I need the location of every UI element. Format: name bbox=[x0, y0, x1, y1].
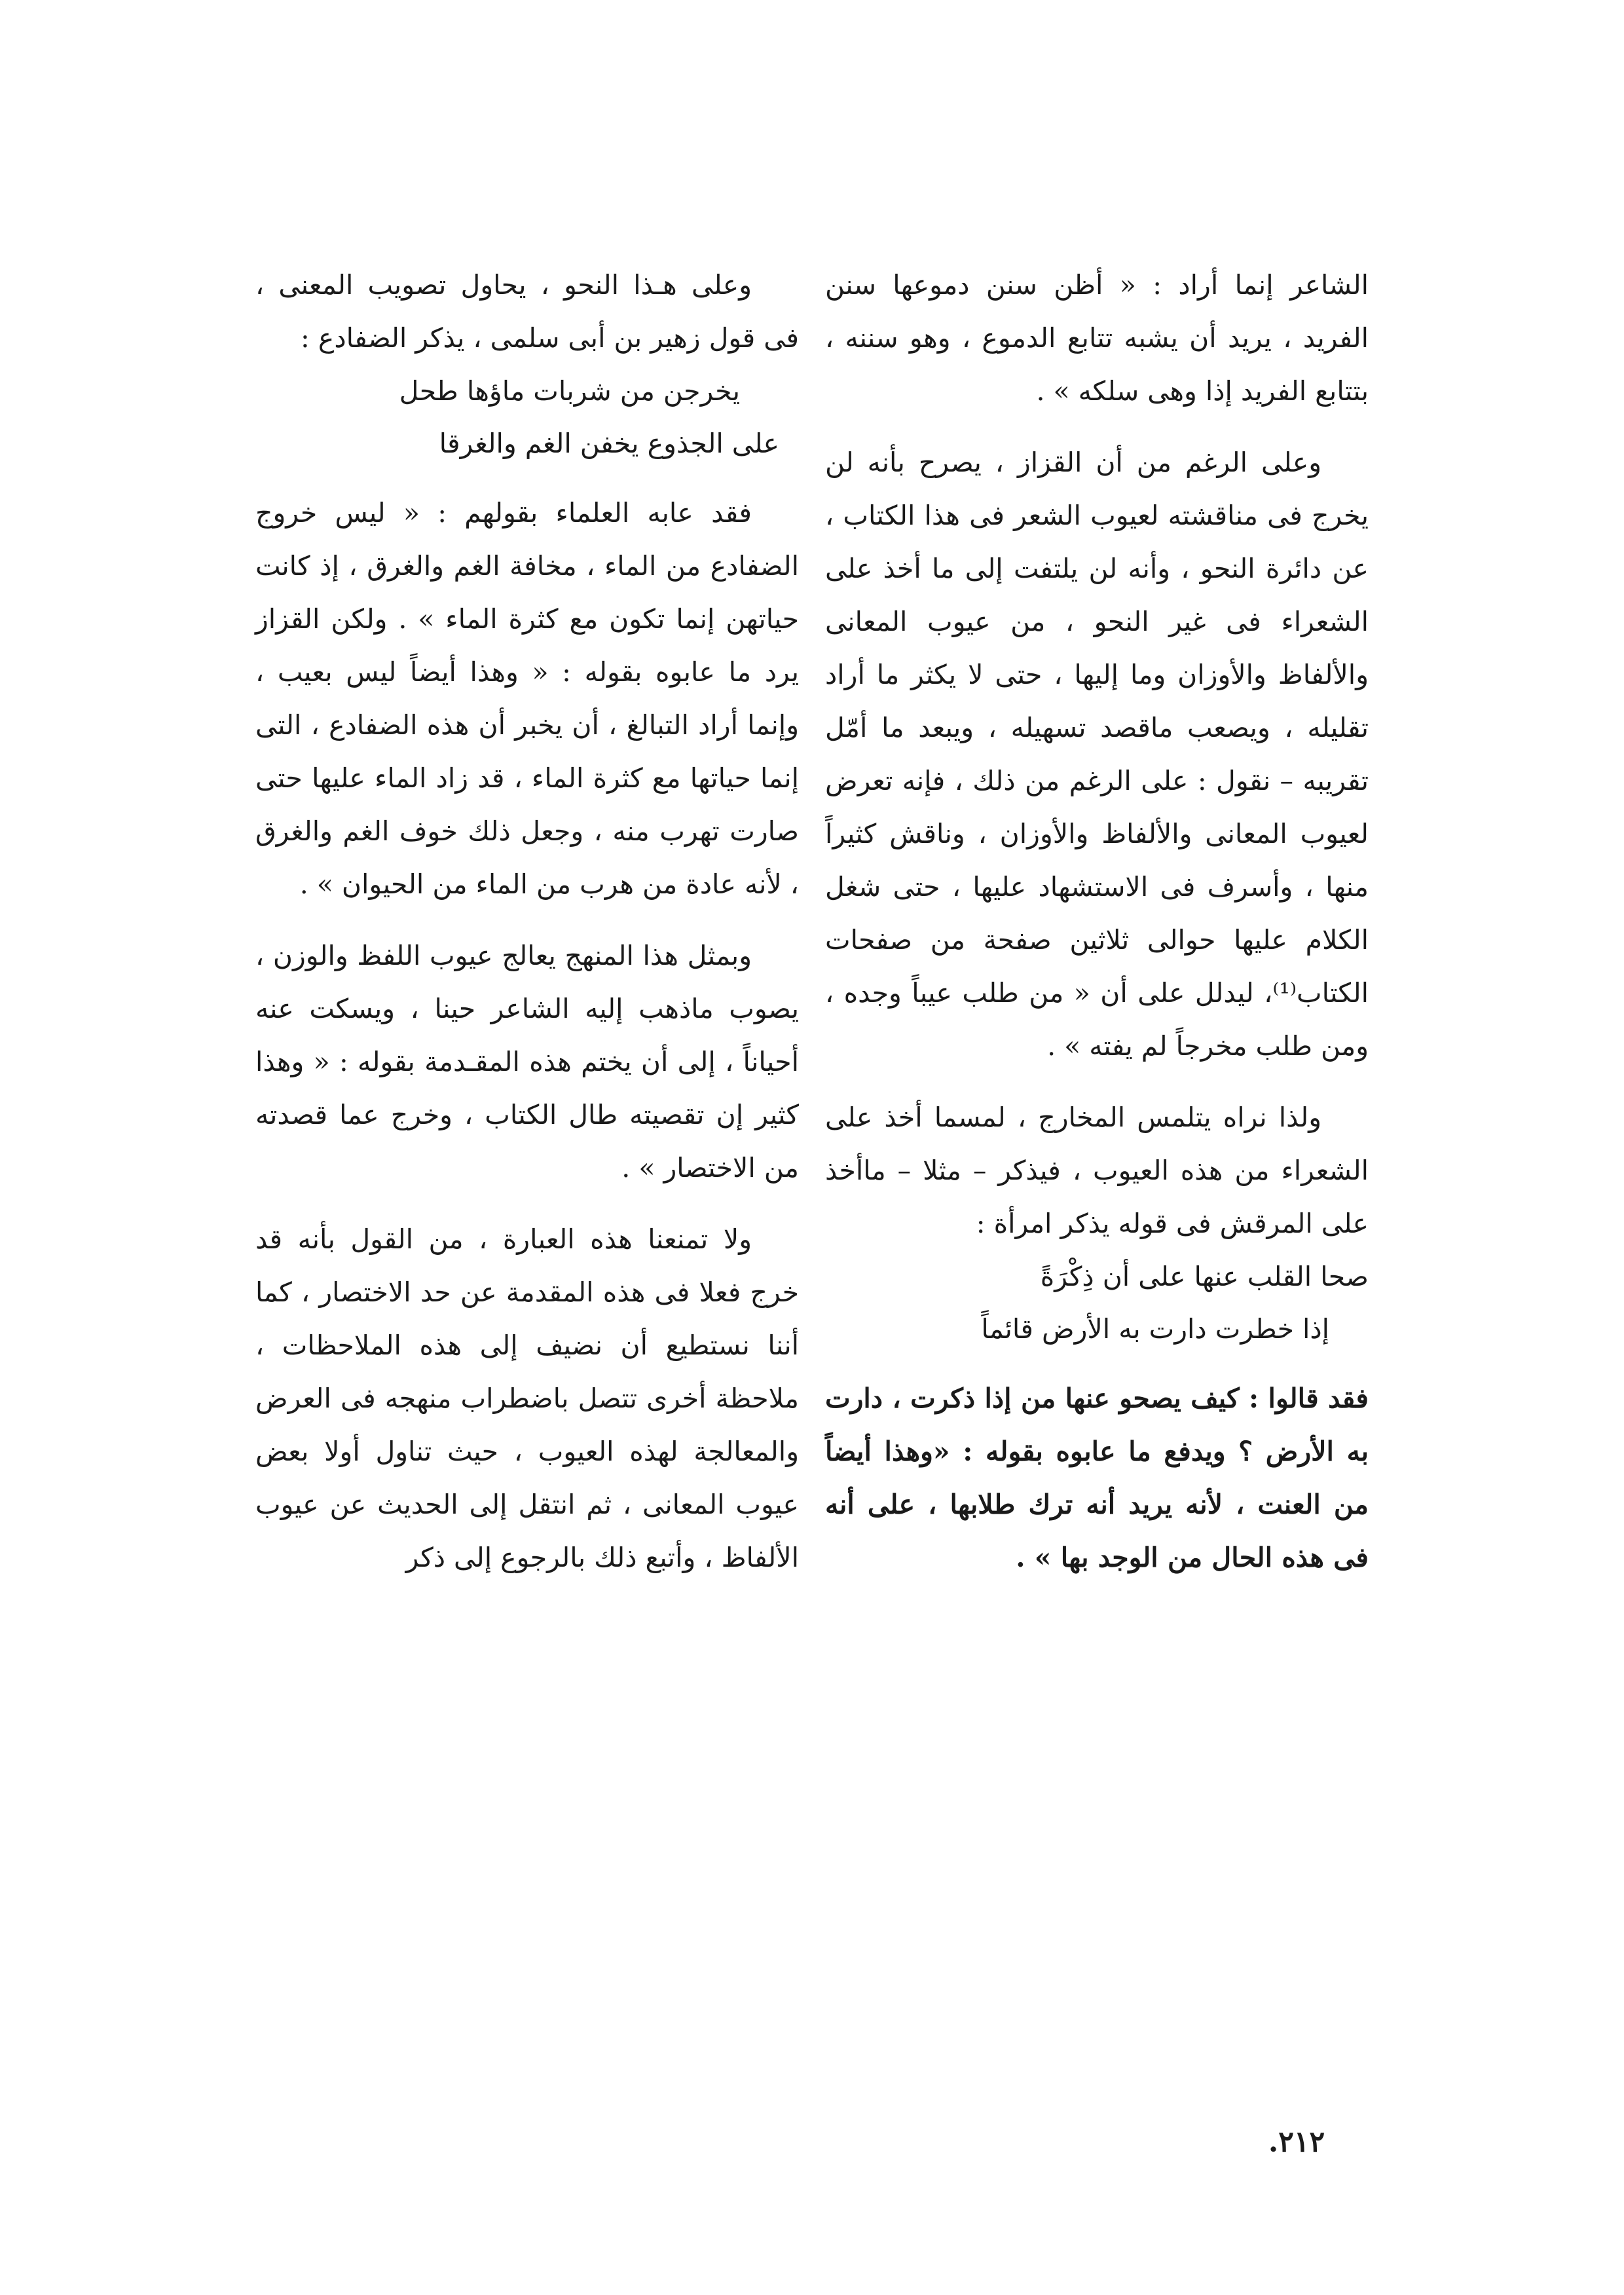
paragraph: ولا تمنعنا هذه العبارة ، من القول بأنه قد خرج فعلا فى هذه المقدمة عن حد الاختصار ، كما أننا نستطيع أن نضيف إلى هذه الملاحظات ، ملاحظة أخرى تتصل باضطراب منهجه فى العرض والمعالجة لهذه العيوب ، حيث تناول أولا بعض عيوب المعانى ، ثم انتقل إلى الحديث عن عيوب الألفاظ ، وأتبع ذلك بالرجوع إلى ذكر bbox=[255, 1223, 799, 1573]
verse-couplet bbox=[255, 365, 799, 470]
right-text-column bbox=[825, 259, 1369, 1603]
paragraph: ولذا نراه يتلمس المخارج ، لمسما أخذ على الشعراء من هذه العيوب ، فيذكر – مثلا – ماأخذ على المرقش فى قوله يذكر امرأة : bbox=[825, 1102, 1369, 1239]
paragraph: وعلى هـذا النحو ، يحاول تصويب المعنى ، فى قول زهير بن أبى سلمى ، يذكر الضفادع : bbox=[255, 269, 799, 354]
paragraph: وعلى الرغم من أن القزاز ، يصرح بأنه لن يخرج فى مناقشته لعيوب الشعر فى هذا الكتاب ، عن دائرة النحو ، وأنه لن يلتفت إلى ما أخذ على الشعراء فى غير النحو ، من عيوب المعانى والألفاظ والأوزان وما إليها ، حتى لا يكثر ما أراد تقليله ، ويصعب ماقصد تسهيله ، ويبعد ما أمّل تقريبه – نقول : على الرغم من ذلك ، فإنه تعرض لعيوب المعانى والألفاظ والأوزان ، وناقش كثيراً منها ، وأسرف فى الاستشهاد عليها ، حتى شغل الكلام عليها حوالى ثلاثين صفحة من صفحات الكتاب⁽¹⁾، ليدلل على أن « من طلب عيباً وجده ، ومن طلب مخرجاً لم يفته » . bbox=[825, 447, 1369, 1062]
paragraph: وبمثل هذا المنهج يعالج عيوب اللفظ والوزن ، يصوب ماذهب إليه الشاعر حينا ، ويسكت عنه أحياناً ، إلى أن يختم هذه المقـدمة بقوله : « وهذا كثير إن تقصيته طال الكتاب ، وخرج عما قصدته من الاختصار » . bbox=[255, 940, 799, 1184]
verse-couplet bbox=[825, 1250, 1369, 1355]
paragraph: فقد عابه العلماء بقولهم : « ليس خروج الضفادع من الماء ، مخافة الغم والغرق ، إذ كانت حياتهن إنما تكون مع كثرة الماء » . ولكن القزاز يرد ما عابوه بقوله : « وهذا أيضاً ليس بعيب ، وإنما أراد التبالغ ، أن يخبر أن هذه الضفادع ، التى إنما حياتها مع كثرة الماء ، قد زاد الماء عليها حتى صارت تهرب منه ، وجعل ذلك خوف الغم والغرق ، لأنه عادة من هرب من الماء من الحيوان » . bbox=[255, 497, 799, 900]
page-number: ٢١٢. bbox=[1268, 2125, 1325, 2159]
verse-line: يخرجن من شربات ماؤها طحل bbox=[399, 375, 740, 407]
verse-line: إذا خطرت دارت به الأرض قائماً bbox=[981, 1313, 1329, 1345]
verse-line: على الجذوع يخفن الغم والغرقا bbox=[439, 428, 779, 459]
paragraph: الشاعر إنما أراد : « أظن سنن دموعها سنن الفريد ، يريد أن يشبه تتابع الدموع ، وهو سننه ، بتتابع الفريد إذا وهى سلكه » . bbox=[825, 269, 1369, 407]
paragraph: فقد قالوا : كيف يصحو عنها من إذا ذكرت ، دارت به الأرض ؟ ويدفع ما عابوه بقوله : «وهذا أيضاً من العنت ، لأنه يريد أنه ترك طلابها ، على أنه فى هذه الحال من الوجد بها » . bbox=[825, 1383, 1369, 1573]
left-text-column bbox=[255, 259, 799, 1603]
verse-line: صحا القلب عنها على أن ذِكْرَةً bbox=[1040, 1261, 1369, 1292]
